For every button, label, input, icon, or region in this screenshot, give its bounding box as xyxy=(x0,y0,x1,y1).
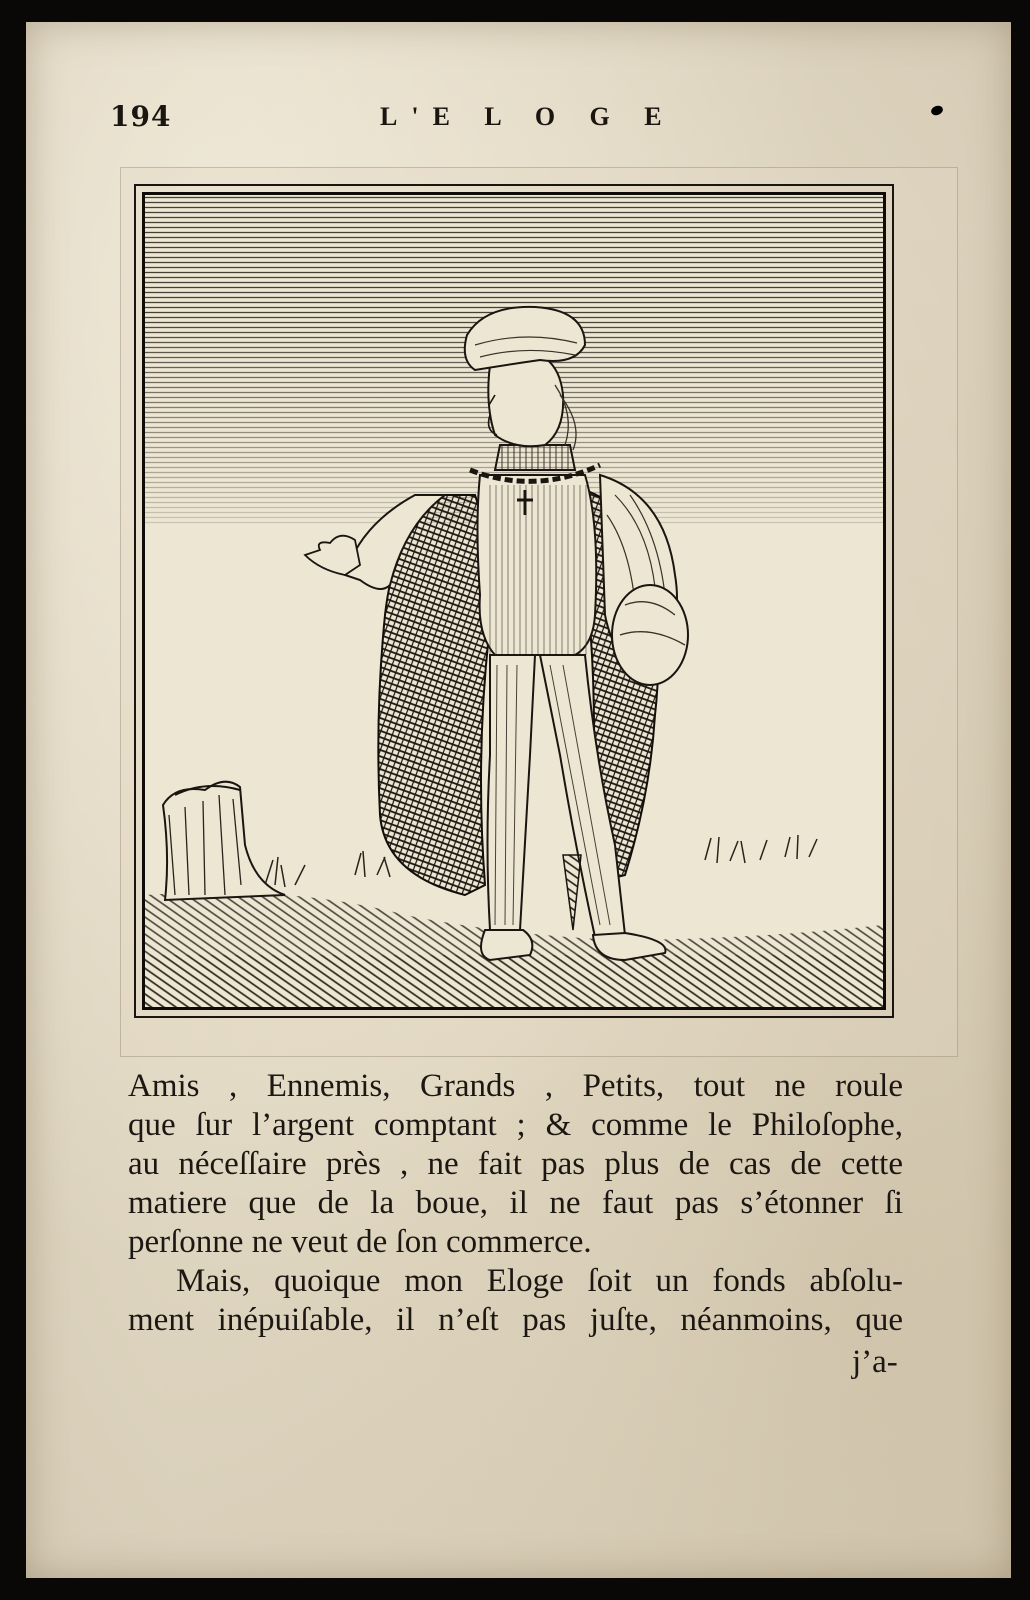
text-line: ment inépuiſable, il n’eſt pas juſte, néanmoins, que xyxy=(128,1302,903,1338)
body-text xyxy=(128,1067,903,1340)
catchword: j’a- xyxy=(852,1344,898,1380)
text-line: matiere que de la boue, il ne faut pas s’étonner ſi xyxy=(128,1185,903,1221)
text-line: perſonne ne veut de ſon commerce. xyxy=(128,1224,592,1260)
book-page xyxy=(26,22,1011,1578)
text-line: Amis , Ennemis, Grands , Petits, tout ne roule xyxy=(128,1068,903,1104)
text-line: Mais, quoique mon Eloge ſoit un fonds abſolu- xyxy=(176,1263,903,1299)
text-line: au néceſſaire près , ne fait pas plus de cas de cette xyxy=(128,1146,903,1182)
engraving-frame xyxy=(134,184,894,1018)
paragraph-1 xyxy=(128,1067,903,1262)
engraving-illustration xyxy=(142,192,886,1010)
engraved-figure-image xyxy=(145,195,883,1007)
text-line: que ſur l’argent comptant ; & comme le Philoſophe, xyxy=(128,1107,903,1143)
page-number: 194 xyxy=(110,100,172,133)
paragraph-2 xyxy=(128,1262,903,1340)
page-header xyxy=(110,100,950,140)
running-head: L'E L O G E xyxy=(380,102,676,131)
